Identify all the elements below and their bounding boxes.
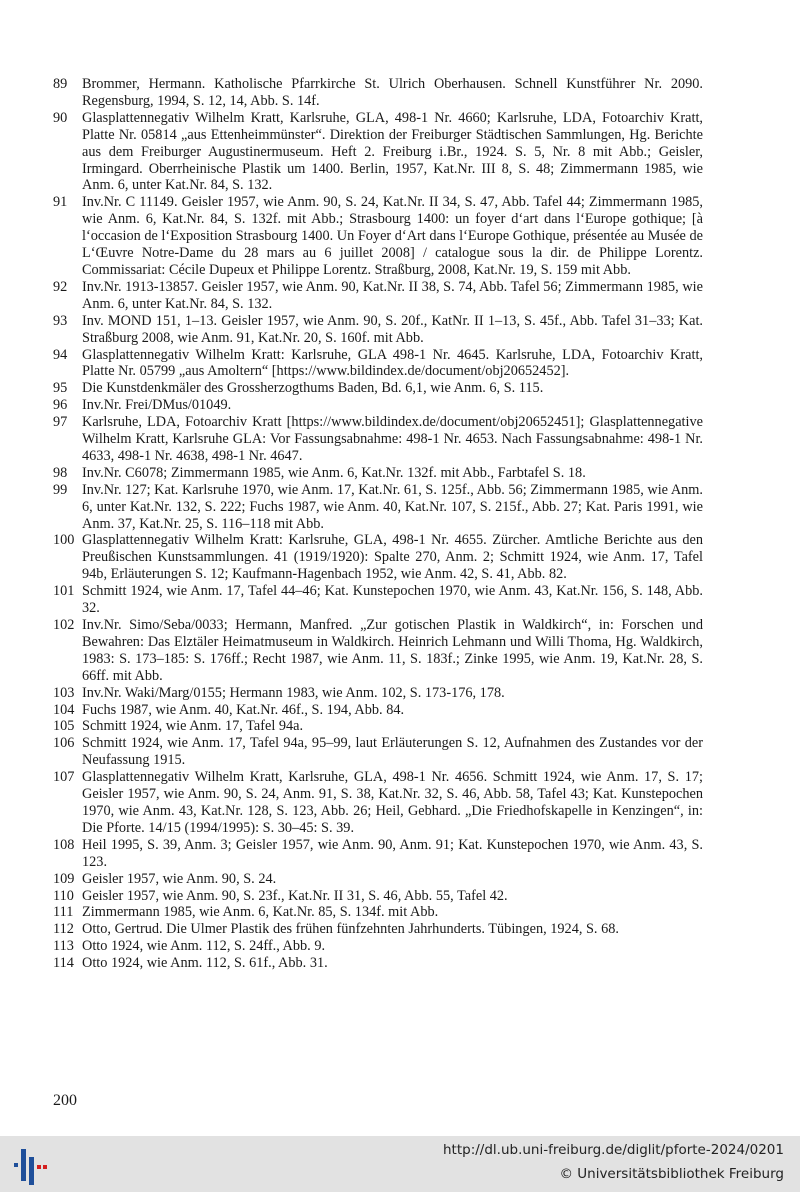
footnote-number: 101 (53, 583, 75, 600)
footnote-number: 102 (53, 617, 75, 633)
footer-copyright: © Universitätsbibliothek Freiburg (559, 1166, 784, 1182)
footnote-number: 91 (53, 194, 68, 211)
footnote-number: 107 (53, 769, 75, 786)
footnote (53, 414, 703, 465)
footnote-text: Zimmermann 1985, wie Anm. 6, Kat.Nr. 85, S. 134f. mit Abb. (82, 904, 439, 921)
footnote (53, 347, 703, 381)
footnote-text: Inv.Nr. 1913-13857. Geisler 1957, wie Anm. 90, Kat.Nr. II 38, S. 74, Abb. Tafel 56; Zimmermann 1985, wie Anm. 6, unter Kat.Nr. 84, S. 132. (82, 278, 703, 312)
footnote-text: Fuchs 1987, wie Anm. 40, Kat.Nr. 46f., S. 194, Abb. 84. (82, 701, 405, 718)
footnote (53, 685, 703, 702)
footnote (53, 313, 703, 347)
footnote-text: Glasplattennegativ Wilhelm Kratt: Karlsruhe, GLA, 498-1 Nr. 4655. Zürcher. Amtliche Berichte aus den Preußischen Kunstsammlungen. 41 (1919/1920): Spalte 270, Anm. 2; Schmitt 1924, wie Anm. 17, Tafel 94b, Erläuterungen S. 12; Kaufmann-Hagenbach 1952, wie Anm. 42, S. 41, Abb. 82. (82, 532, 703, 583)
footnote (53, 194, 703, 279)
footnote-text: Glasplattennegativ Wilhelm Kratt, Karlsruhe, GLA, 498-1 Nr. 4656. Schmitt 1924, wie Anm. 17, S. 17; Geisler 1957, wie Anm. 90, S. 24, Anm. 91, S. 38, Kat.Nr. 32, S. 46, Abb. 58, Tafel 43; Kat. Kunstepochen 1970, wie Anm. 43, Kat.Nr. 128, S. 123, Abb. 26; Heil, Gebhard. „Die Friedhofskapelle in Kenzingen“, in: Die Pforte. 14/15 (1994/1995): S. 30–45: S. 39. (82, 769, 703, 836)
footnote-text: Inv.Nr. Frei/DMus/01049. (82, 397, 232, 414)
footnote-text: Otto 1924, wie Anm. 112, S. 24ff., Abb. 9. (82, 938, 326, 955)
footnote (53, 110, 703, 195)
footnote-number: 112 (53, 921, 74, 938)
footnote-text: Inv.Nr. Waki/Marg/0155; Hermann 1983, wie Anm. 102, S. 173-176, 178. (82, 684, 505, 701)
footnote-text: Glasplattennegativ Wilhelm Kratt: Karlsruhe, GLA 498-1 Nr. 4645. Karlsruhe, LDA, Fotoarchiv Kratt, Platte Nr. 05799 „aus Amoltern“ [https://www.bildindex.de/document/obj20652452]. (82, 346, 703, 380)
footnote-text: Heil 1995, S. 39, Anm. 3; Geisler 1957, wie Anm. 90, Anm. 91; Kat. Kunstepochen 1970, wie Anm. 43, S. 123. (82, 836, 703, 870)
footnote (53, 76, 703, 110)
footnote (53, 583, 703, 617)
footnote-text: Inv.Nr. C 11149. Geisler 1957, wie Anm. 90, S. 24, Kat.Nr. II 34, S. 47, Abb. Tafel 44; Zimmermann 1985, wie Anm. 6, Kat.Nr. 84, S. 132f. mit Abb.; Strasbourg 1400: un foyer d‘art dans l‘Europe gothique; [à l‘occasion de l‘Exposition Strasbourg 1400. Un Foyer d‘Art dans l‘Europe Gothique, présentée au Musée de L‘Œuvre Notre-Dame du 28 mars au 6 juillet 2008] / catalogue sous la dir. de Philippe Lorentz. Commissariat: Cécile Dupeux et Philippe Lorentz. Straßburg, 2008, Kat.Nr. 19, S. 159 mit Abb. (82, 194, 703, 278)
footnote-text: Schmitt 1924, wie Anm. 17, Tafel 94a, 95–99, laut Erläuterungen S. 12, Aufnahmen des Zustandes vor der Neufassung 1915. (82, 735, 703, 769)
ub-freiburg-logo-icon (10, 1143, 52, 1185)
footnote-number: 110 (53, 887, 74, 904)
footnote-number: 94 (53, 346, 68, 363)
footnote-number: 93 (53, 312, 68, 329)
footnote (53, 718, 703, 735)
footnote (53, 702, 703, 719)
footnote (53, 532, 703, 583)
footnote-text: Glasplattennegativ Wilhelm Kratt, Karlsruhe, GLA, 498-1 Nr. 4660; Karlsruhe, LDA, Fotoarchiv Kratt, Platte Nr. 05814 „aus Ettenheimmünster“. Direktion der Freiburger Städtischen Sammlungen, Hg. Berichte aus dem Freiburger Augustinermuseum. Heft 2. Freiburg i.Br., 1924. S. 5, Nr. 8 mit Abb.; Geisler, Irmingard. Oberrheinische Plastik um 1400. Berlin, 1957, Kat.Nr. III 8, S. 48; Zimmermann 1985, wie Anm. 6, unter Kat.Nr. 84, S. 132. (82, 109, 703, 194)
footnote-number: 108 (53, 836, 75, 853)
footnote-text: Die Kunstdenkmäler des Grossherzogthums Baden, Bd. 6,1, wie Anm. 6, S. 115. (82, 380, 544, 397)
footnote (53, 769, 703, 837)
footer-url-link[interactable]: http://dl.ub.uni-freiburg.de/diglit/pforte-2024/0201 (442, 1142, 784, 1158)
footnote-number: 96 (53, 397, 68, 414)
footer-bar (0, 1136, 800, 1192)
footnote-number: 114 (53, 955, 74, 972)
footnote-number: 98 (53, 464, 68, 481)
footnote-text: Otto, Gertrud. Die Ulmer Plastik des frühen fünfzehnten Jahrhunderts. Tübingen, 1924, S. 68. (82, 921, 619, 938)
footnote (53, 735, 703, 769)
footnote (53, 904, 703, 921)
footnote-text: Inv.Nr. C6078; Zimmermann 1985, wie Anm. 6, Kat.Nr. 132f. mit Abb., Farbtafel S. 18. (82, 464, 586, 481)
footnotes-list (53, 76, 703, 972)
footnote-text: Inv.Nr. Simo/Seba/0033; Hermann, Manfred. „Zur gotischen Plastik in Waldkirch“, in: Forschen und Bewahren: Das Elztäler Heimatmuseum in Waldkirch. Heinrich Lehmann und Willi Thoma, Hg. Waldkirch, 1983: S. 173–185: S. 176ff.; Recht 1987, wie Anm. 11, S. 183f.; Zinke 1995, wie Anm. 19, Kat.Nr. 28, S. 66ff. mit Abb. (82, 617, 703, 684)
page-number: 200 (53, 1092, 77, 1109)
footnote-text: Schmitt 1924, wie Anm. 17, Tafel 44–46; Kat. Kunstepochen 1970, wie Anm. 43, Kat.Nr. 156, S. 148, Abb. 32. (82, 583, 703, 617)
footnote-text: Brommer, Hermann. Katholische Pfarrkirche St. Ulrich Oberhausen. Schnell Kunstführer Nr. 2090. Regensburg, 1994, S. 12, 14, Abb. S. 14f. (82, 76, 703, 109)
footnote (53, 955, 703, 972)
footnote (53, 380, 703, 397)
footnote (53, 837, 703, 871)
footnote (53, 938, 703, 955)
footnote-text: Schmitt 1924, wie Anm. 17, Tafel 94a. (82, 718, 304, 735)
footnote-text: Geisler 1957, wie Anm. 90, S. 24. (82, 870, 277, 887)
footnote-number: 90 (53, 109, 68, 126)
footnote-number: 106 (53, 735, 75, 752)
footnote-text: Inv.Nr. 127; Kat. Karlsruhe 1970, wie Anm. 17, Kat.Nr. 61, S. 125f., Abb. 56; Zimmermann 1985, wie Anm. 6, unter Kat.Nr. 132, S. 222; Fuchs 1987, wie Anm. 40, Kat.Nr. 107, S. 215f., Abb. 27; Kat. Paris 1991, wie Anm. 37, Kat.Nr. 25, S. 116–118 mit Abb. (82, 481, 703, 532)
footnote (53, 871, 703, 888)
footnote-text: Karlsruhe, LDA, Fotoarchiv Kratt [https://www.bildindex.de/document/obj20652451]; Glasplattennegative Wilhelm Kratt, Karlsruhe GLA: Vor Fassungsabnahme: 498-1 Nr. 4653. Nach Fassungsabnahme: 498-1 Nr. 4633, 498-1 Nr. 4638, 498-1 Nr. 4647. (82, 414, 703, 464)
footnote-number: 103 (53, 684, 75, 701)
footnote-number: 99 (53, 481, 68, 498)
footnote-text: Inv. MOND 151, 1–13. Geisler 1957, wie Anm. 90, S. 20f., KatNr. II 1–13, S. 45f., Abb. Tafel 31–33; Kat. Straßburg 2008, wie Anm. 91, Kat.Nr. 20, S. 160f. mit Abb. (82, 312, 703, 346)
footnote-number: 104 (53, 701, 75, 718)
footnote-number: 92 (53, 278, 68, 295)
footnote-number: 111 (53, 904, 74, 921)
footnote-number: 100 (53, 532, 75, 549)
footnote (53, 465, 703, 482)
footnote (53, 617, 703, 685)
footnote (53, 397, 703, 414)
footnote (53, 921, 703, 938)
footnote-number: 109 (53, 870, 75, 887)
footnote-text: Geisler 1957, wie Anm. 90, S. 23f., Kat.Nr. II 31, S. 46, Abb. 55, Tafel 42. (82, 887, 508, 904)
footnote (53, 482, 703, 533)
footnote-text: Otto 1924, wie Anm. 112, S. 61f., Abb. 31. (82, 955, 328, 972)
footnote-number: 105 (53, 718, 75, 735)
footnote-number: 95 (53, 380, 68, 397)
footnote (53, 888, 703, 905)
footnote (53, 279, 703, 313)
footnote-number: 97 (53, 414, 68, 431)
footnote-number: 89 (53, 76, 68, 92)
footnote-number: 113 (53, 938, 74, 955)
